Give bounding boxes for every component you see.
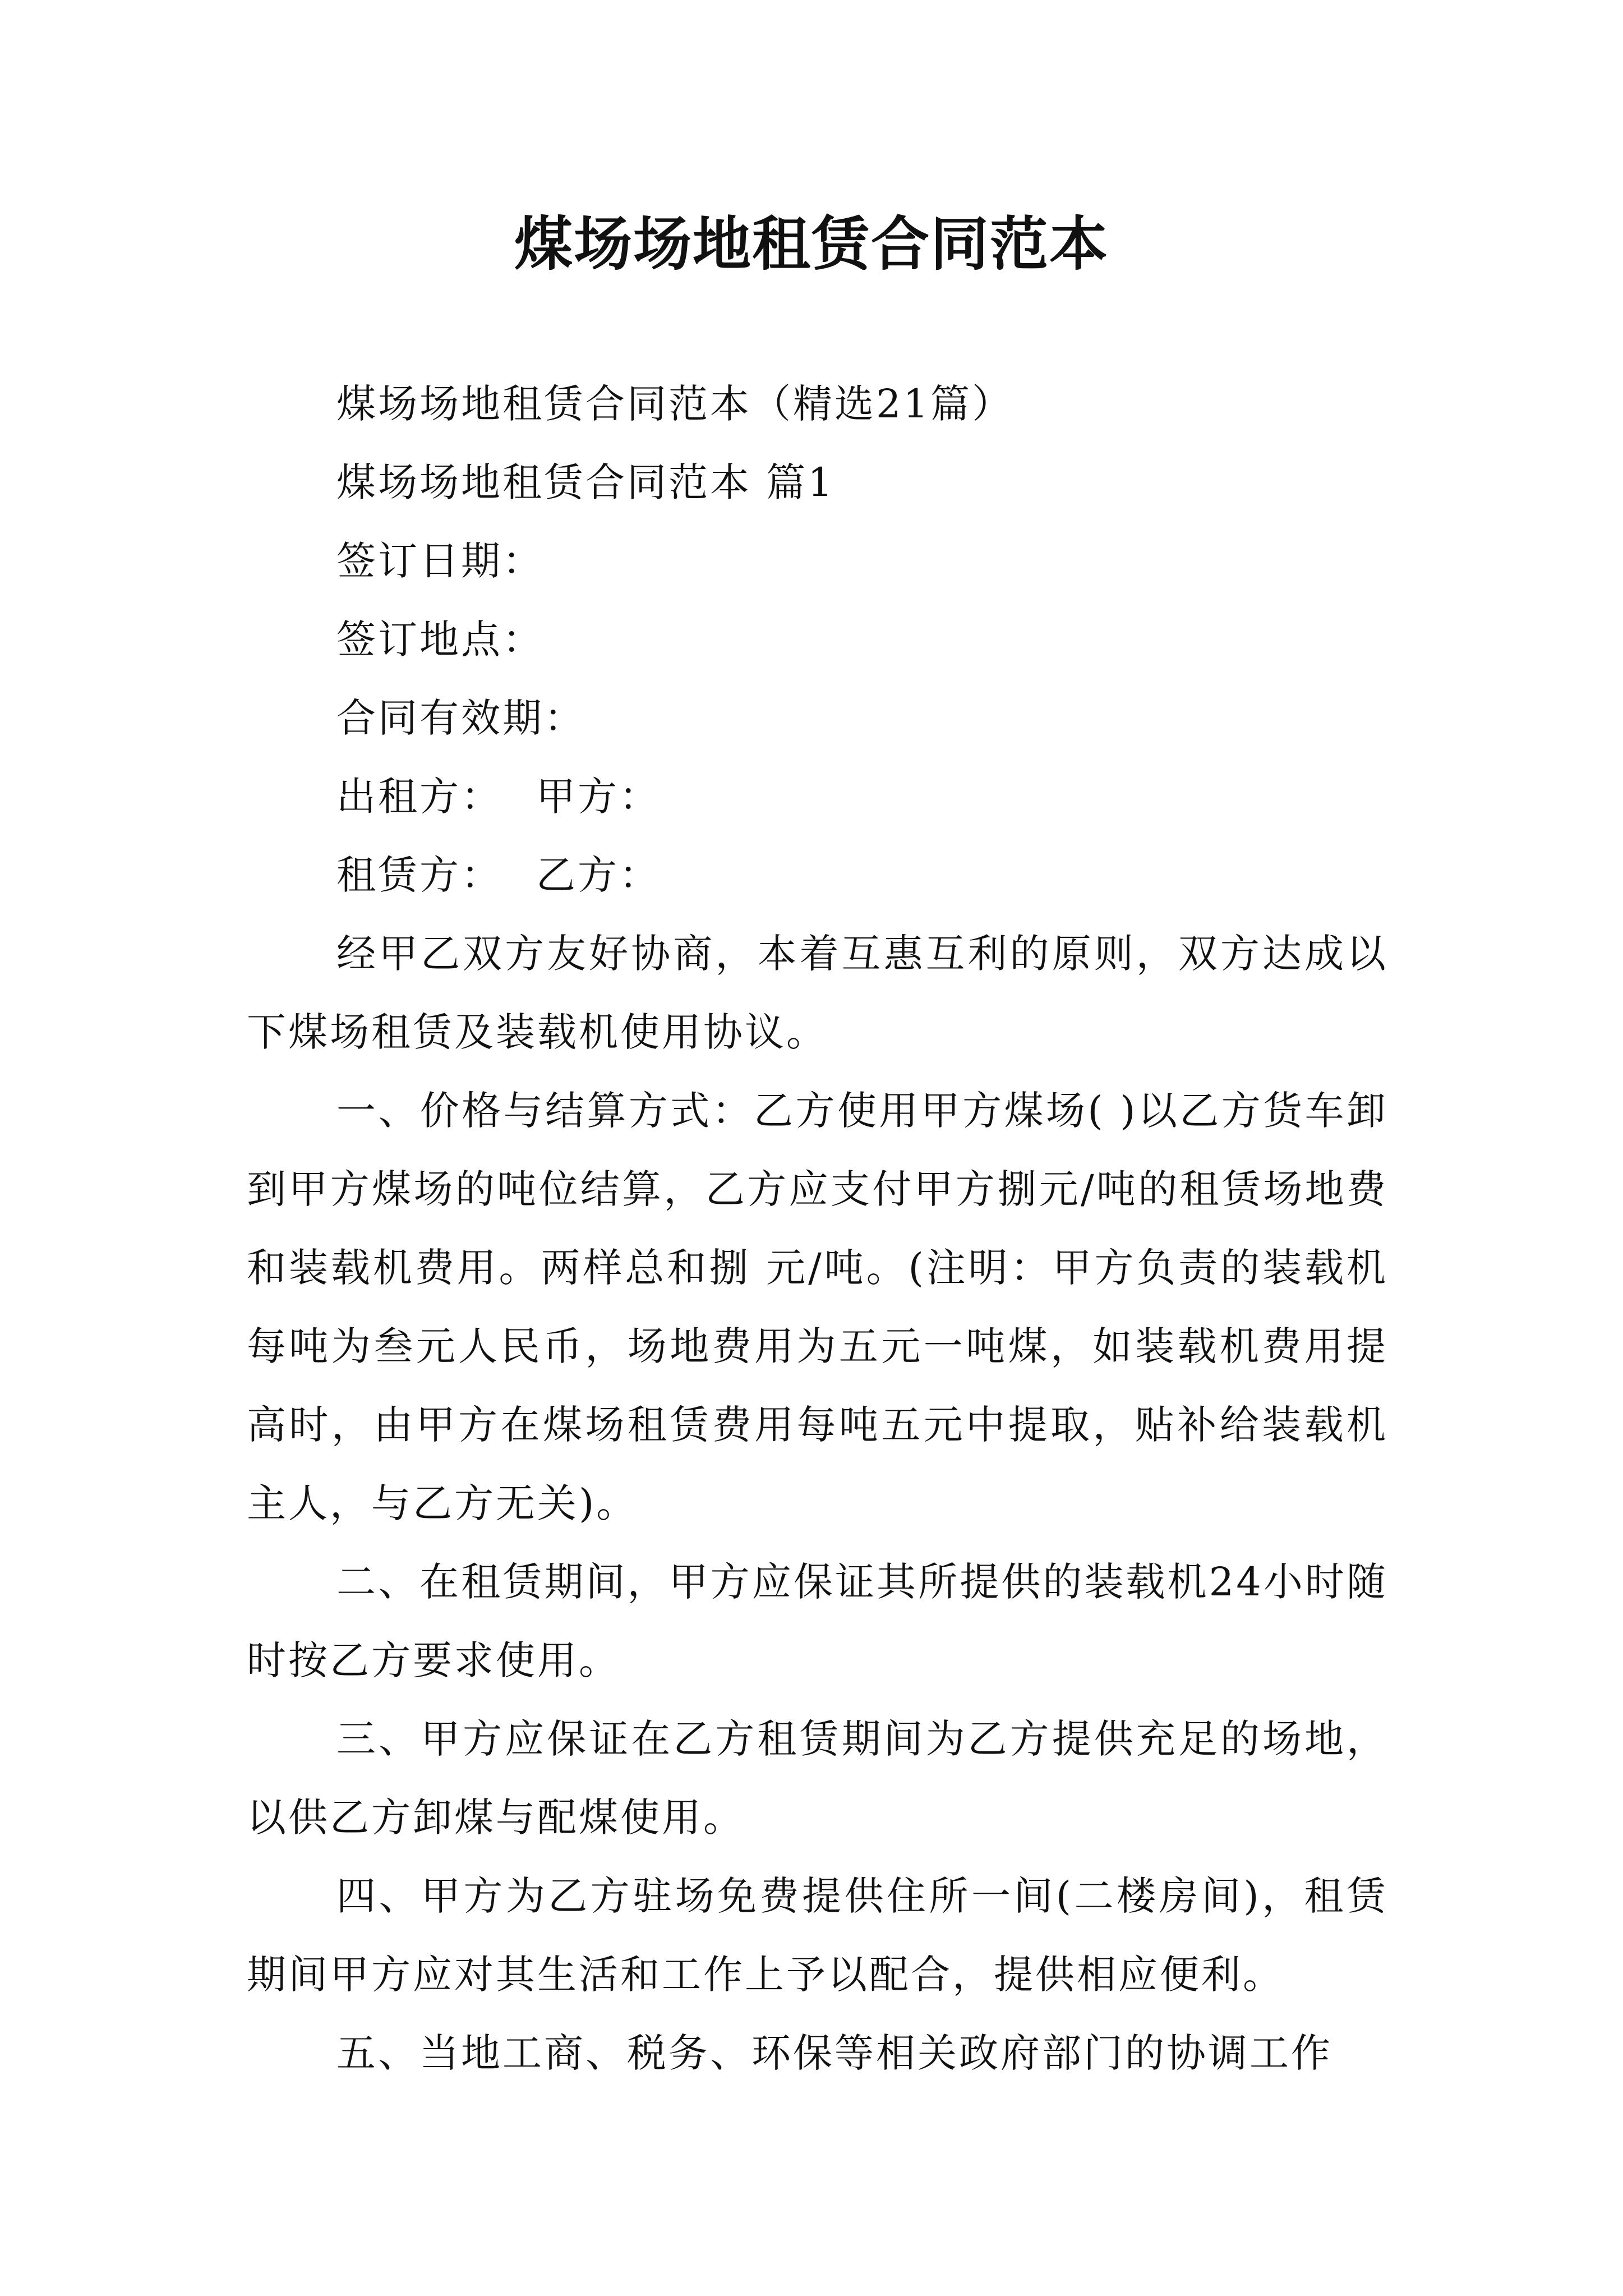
document-body — [247, 365, 1388, 2092]
sign-date-field: 签订日期： — [336, 538, 544, 584]
lessee-label: 租赁方： — [336, 852, 502, 898]
document-title: 煤场场地租赁合同范本 — [514, 209, 1109, 278]
paragraph-clause-2: 二、在租赁期间，甲方应保证其所提供的装载机24小时随时按乙方要求使用。 — [247, 1559, 1388, 1683]
lessee-field — [247, 836, 1388, 914]
lessee-party: 乙方： — [536, 852, 661, 898]
document-subtitle: 煤场场地租赁合同范本（精选21篇） — [336, 381, 1014, 427]
lessor-party: 甲方： — [536, 774, 661, 820]
section-heading: 煤场场地租赁合同范本 篇1 — [336, 459, 835, 505]
paragraph-clause-1: 一、价格与结算方式：乙方使用甲方煤场( )以乙方货车卸到甲方煤场的吨位结算，乙方应支付甲方捌元/吨的租赁场地费和装载机费用。两样总和捌 元/吨。(注明：甲方负责的装载机每吨为叁元人民币，场地费用为五元一吨煤，如装载机费用提高时，由甲方在煤场租赁费用每吨五元中提取，贴补给装载机主人，与乙方无关)。 — [247, 1088, 1388, 1526]
lessor-label: 出租方： — [336, 774, 502, 820]
paragraph-clause-4: 四、甲方为乙方驻场免费提供住所一间(二楼房间)，租赁期间甲方应对其生活和工作上予以配合，提供相应便利。 — [247, 1873, 1388, 1998]
paragraph-clause-3: 三、甲方应保证在乙方租赁期间为乙方提供充足的场地，以供乙方卸煤与配煤使用。 — [247, 1716, 1388, 1841]
lessor-field — [247, 757, 1388, 836]
validity-field: 合同有效期： — [336, 695, 585, 741]
paragraph-intro: 经甲乙双方友好协商，本着互惠互利的原则，双方达成以下煤场租赁及装载机使用协议。 — [247, 931, 1388, 1055]
paragraph-clause-5: 五、当地工商、税务、环保等相关政府部门的协调工作 — [336, 2030, 1332, 2076]
sign-place-field: 签订地点： — [336, 616, 544, 662]
